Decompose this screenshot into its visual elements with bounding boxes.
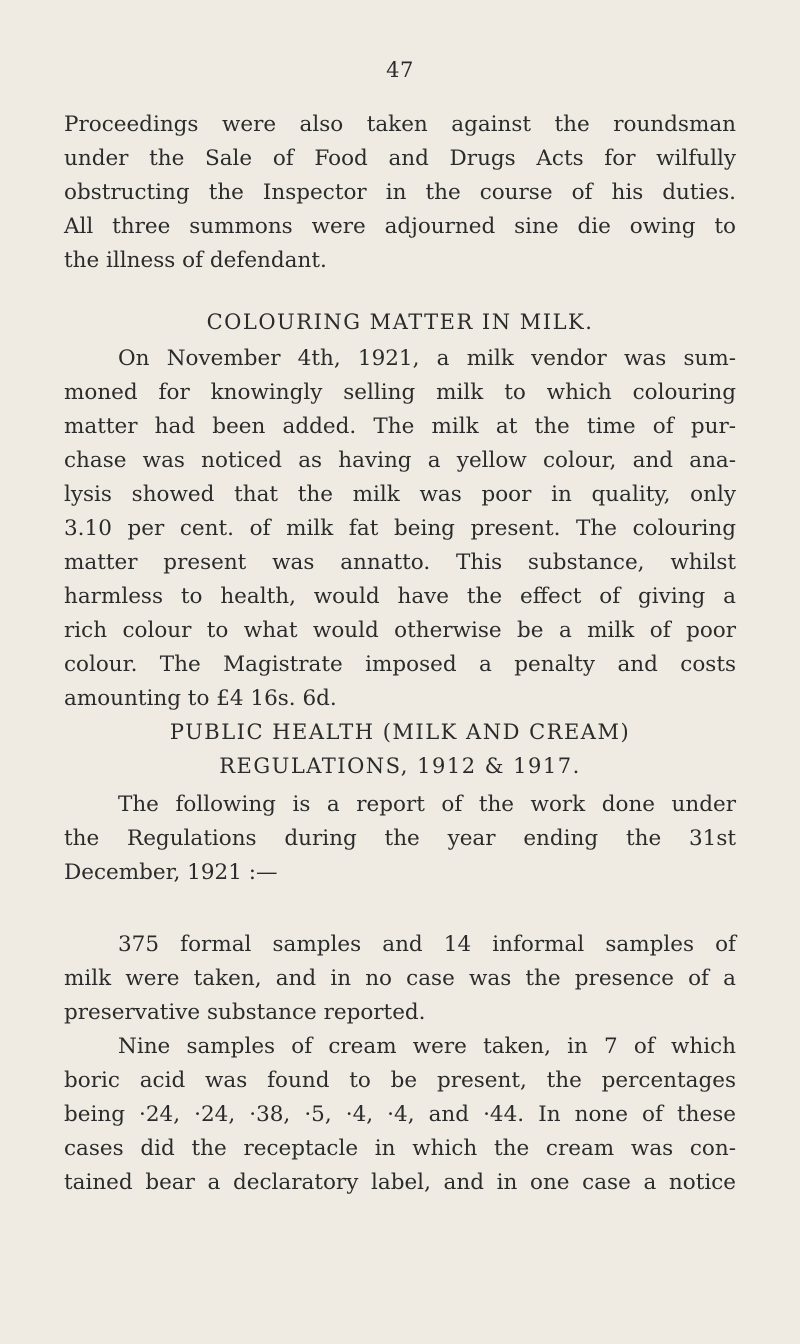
section-heading-regulations: REGULATIONS, 1912 & 1917. xyxy=(219,754,581,778)
text-line: milk were taken, and in no case was the presence of a xyxy=(64,966,736,991)
paragraph-report-intro xyxy=(64,788,736,890)
text-line: under the Sale of Food and Drugs Acts for wilfully xyxy=(64,146,736,171)
text-line: Nine samples of cream were taken, in 7 of which xyxy=(118,1034,736,1059)
text-line: cases did the receptacle in which the cream was con- xyxy=(64,1136,736,1161)
text-line: obstructing the Inspector in the course of his duties. xyxy=(64,180,736,205)
text-line: The following is a report of the work done under xyxy=(118,792,736,817)
text-line: Proceedings were also taken against the roundsman xyxy=(64,112,736,137)
text-line: amounting to £4 16s. 6d. xyxy=(64,686,337,711)
paragraph-cream-samples xyxy=(64,1030,736,1200)
section-heading-colouring-matter: COLOURING MATTER IN MILK. xyxy=(206,310,594,334)
text-line: the Regulations during the year ending the 31st xyxy=(64,826,736,851)
text-line: the illness of defendant. xyxy=(64,248,327,273)
text-line: lysis showed that the milk was poor in quality, only xyxy=(64,482,736,507)
text-line: moned for knowingly selling milk to which colouring xyxy=(64,380,736,405)
paragraph-proceedings xyxy=(64,108,736,278)
text-line: boric acid was found to be present, the percentages xyxy=(64,1068,736,1093)
text-line: December, 1921 :— xyxy=(64,860,278,885)
text-line: being ·24, ·24, ·38, ·5, ·4, ·4, and ·44. In none of these xyxy=(64,1102,736,1127)
text-line: 375 formal samples and 14 informal samples of xyxy=(118,932,736,957)
text-line: preservative substance reported. xyxy=(64,1000,426,1025)
page-number: 47 xyxy=(386,58,414,82)
text-line: colour. The Magistrate imposed a penalty and costs xyxy=(64,652,736,677)
paragraph-milk-samples xyxy=(64,928,736,1030)
text-line: tained bear a declaratory label, and in one case a notice xyxy=(64,1170,736,1195)
text-line: chase was noticed as having a yellow colour, and ana- xyxy=(64,448,736,473)
text-line: matter present was annatto. This substance, whilst xyxy=(64,550,736,575)
paragraph-colouring-matter xyxy=(64,342,736,716)
text-line: 3.10 per cent. of milk fat being present. The colouring xyxy=(64,516,736,541)
text-line: matter had been added. The milk at the time of pur- xyxy=(64,414,736,439)
section-heading-public-health: PUBLIC HEALTH (MILK AND CREAM) xyxy=(169,720,631,744)
text-line: rich colour to what would otherwise be a milk of poor xyxy=(64,618,736,643)
text-line: harmless to health, would have the effect of giving a xyxy=(64,584,736,609)
text-line: All three summons were adjourned sine die owing to xyxy=(64,214,736,239)
text-line: On November 4th, 1921, a milk vendor was sum- xyxy=(118,346,736,371)
